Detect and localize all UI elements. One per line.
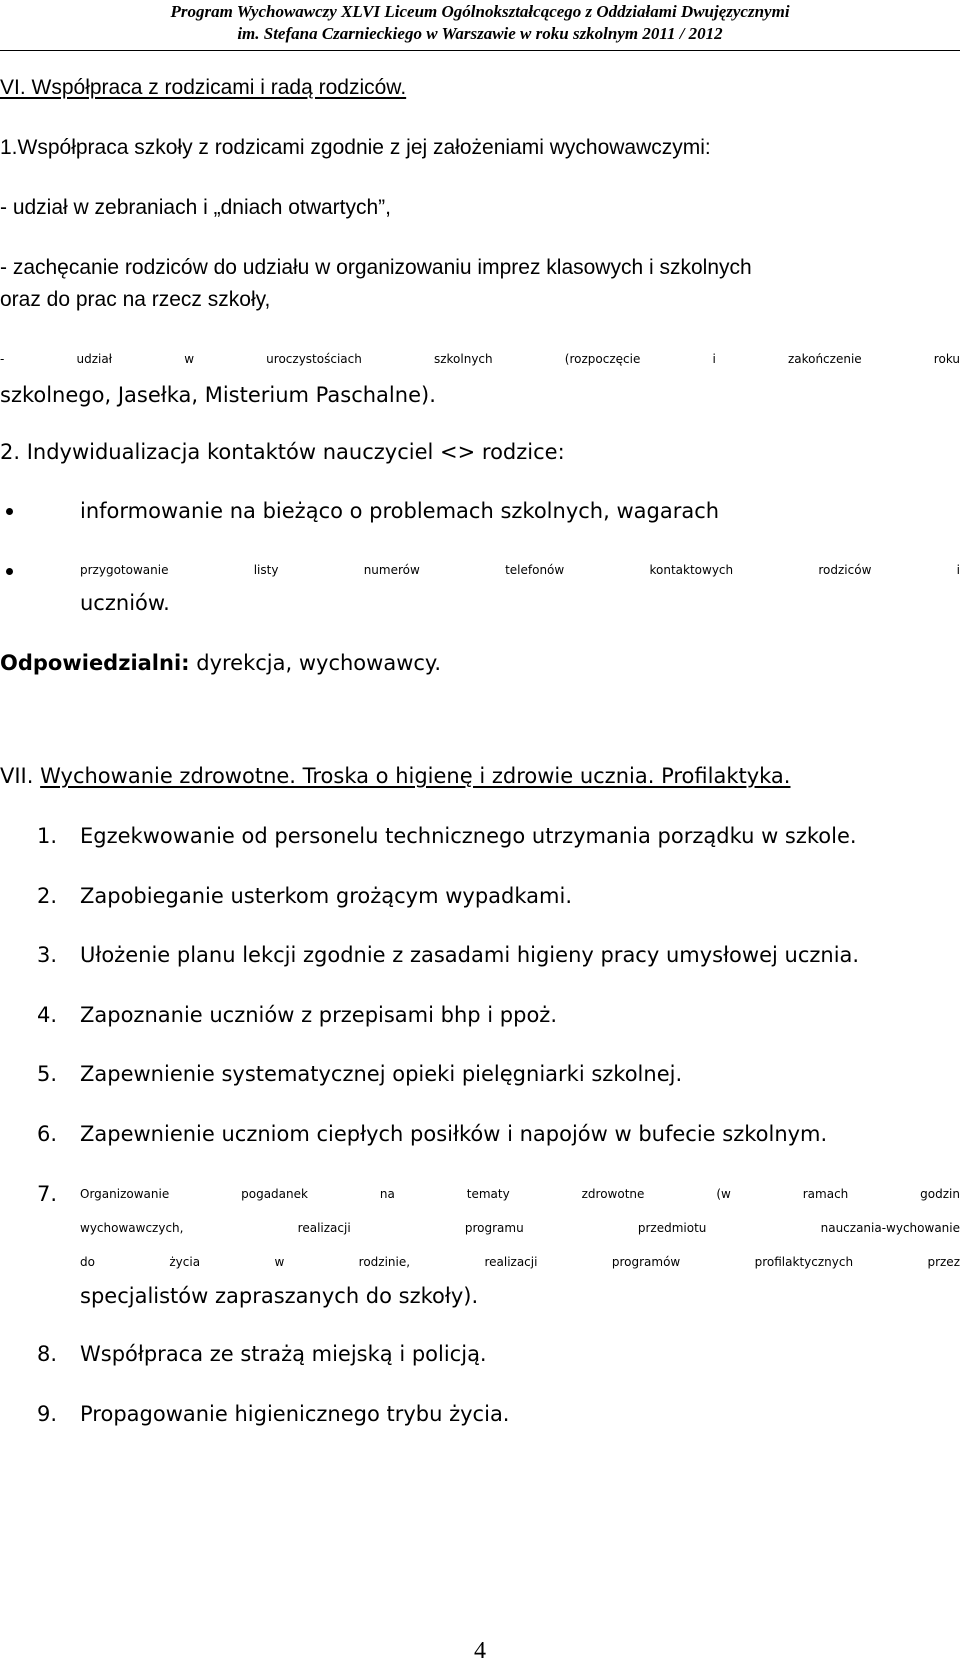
list-number: 4. <box>37 1003 58 1027</box>
responsible-value: dyrekcja, wychowawcy. <box>189 651 442 675</box>
bullet-item-phone-list-line2: uczniów. <box>80 591 170 615</box>
responsible-label: Odpowiedzialni: <box>0 651 190 675</box>
section-7-number: VII. <box>0 764 34 788</box>
list-item-police-cooperation: Współpraca ze strażą miejską i policją. <box>80 1342 487 1366</box>
list-item-ceremonies-line2: szkolnego, Jasełka, Misterium Paschalne). <box>0 383 436 407</box>
list-item-health-talks-line4: specjalistów zapraszanych do szkoły). <box>80 1284 479 1308</box>
bullet-item-phone-list-line1: przygotowanie listy numerów telefonów kontaktowych rodziców i <box>80 563 960 577</box>
section-6-title: VI. Współpraca z rodzicami i radą rodziców. <box>0 76 407 99</box>
header-line-2: im. Stefana Czarnieckiego w Warszawie w roku szkolnym 2011 / 2012 <box>237 24 723 43</box>
list-number: 8. <box>37 1342 58 1366</box>
header-rule <box>0 50 960 51</box>
list-item-healthy-lifestyle: Propagowanie higienicznego trybu życia. <box>80 1402 510 1426</box>
list-item-ceremonies-line1: - udział w uroczystościach szkolnych (rozpoczęcie i zakończenie roku <box>0 352 960 366</box>
header-line-1: Program Wychowawczy XLVI Liceum Ogólnokształcącego z Oddziałami Dwujęzycznymi <box>170 2 790 21</box>
list-item-encouragement-line2: oraz do prac na rzecz szkoły, <box>0 288 271 311</box>
list-item-accident-prevention: Zapobieganie usterkom grożącym wypadkami. <box>80 884 572 908</box>
responsible-line <box>0 649 441 677</box>
list-item-meetings: - udział w zebraniach i „dniach otwartych”, <box>0 196 392 219</box>
list-number: 7. <box>37 1182 58 1206</box>
list-item-health-talks-line3: do życia w rodzinie, realizacji programów profilaktycznych przez <box>80 1255 960 1269</box>
list-number: 5. <box>37 1062 58 1086</box>
list-item-warm-meals: Zapewnienie uczniom ciepłych posiłków i napojów w bufecie szkolnym. <box>80 1122 828 1146</box>
list-item-nurse-care: Zapewnienie systematycznej opieki pielęgniarki szkolnej. <box>80 1062 683 1086</box>
list-number: 3. <box>37 943 58 967</box>
page-number: 4 <box>474 1638 486 1664</box>
list-item-health-talks-line1: Organizowanie pogadanek na tematy zdrowotne (w ramach godzin <box>80 1187 960 1201</box>
paragraph-individual-contacts: 2. Indywidualizacja kontaktów nauczyciel <> rodzice: <box>0 440 565 464</box>
list-number: 9. <box>37 1402 58 1426</box>
list-item-encouragement-line1: - zachęcanie rodziców do udziału w organizowaniu imprez klasowych i szkolnych <box>0 256 752 279</box>
list-item-health-talks-line2: wychowawczych, realizacji programu przedmiotu nauczania-wychowanie <box>80 1221 960 1235</box>
bullet-icon <box>6 508 13 515</box>
list-item-cleanliness: Egzekwowanie od personelu technicznego utrzymania porządku w szkole. <box>80 824 857 848</box>
section-7-title <box>0 762 790 790</box>
list-item-safety-rules: Zapoznanie uczniów z przepisami bhp i ppoż. <box>80 1003 558 1027</box>
paragraph-cooperation: 1.Współpraca szkoły z rodzicami zgodnie z jej założeniami wychowawczymi: <box>0 136 711 159</box>
list-number: 6. <box>37 1122 58 1146</box>
bullet-item-informing: informowanie na bieżąco o problemach szkolnych, wagarach <box>80 499 720 523</box>
section-7-heading: Wychowanie zdrowotne. Troska o higienę i zdrowie ucznia. Profilaktyka. <box>40 764 791 788</box>
list-number: 2. <box>37 884 58 908</box>
list-number: 1. <box>37 824 58 848</box>
bullet-icon <box>6 568 13 575</box>
list-item-timetable: Ułożenie planu lekcji zgodnie z zasadami higieny pracy umysłowej ucznia. <box>80 943 860 967</box>
